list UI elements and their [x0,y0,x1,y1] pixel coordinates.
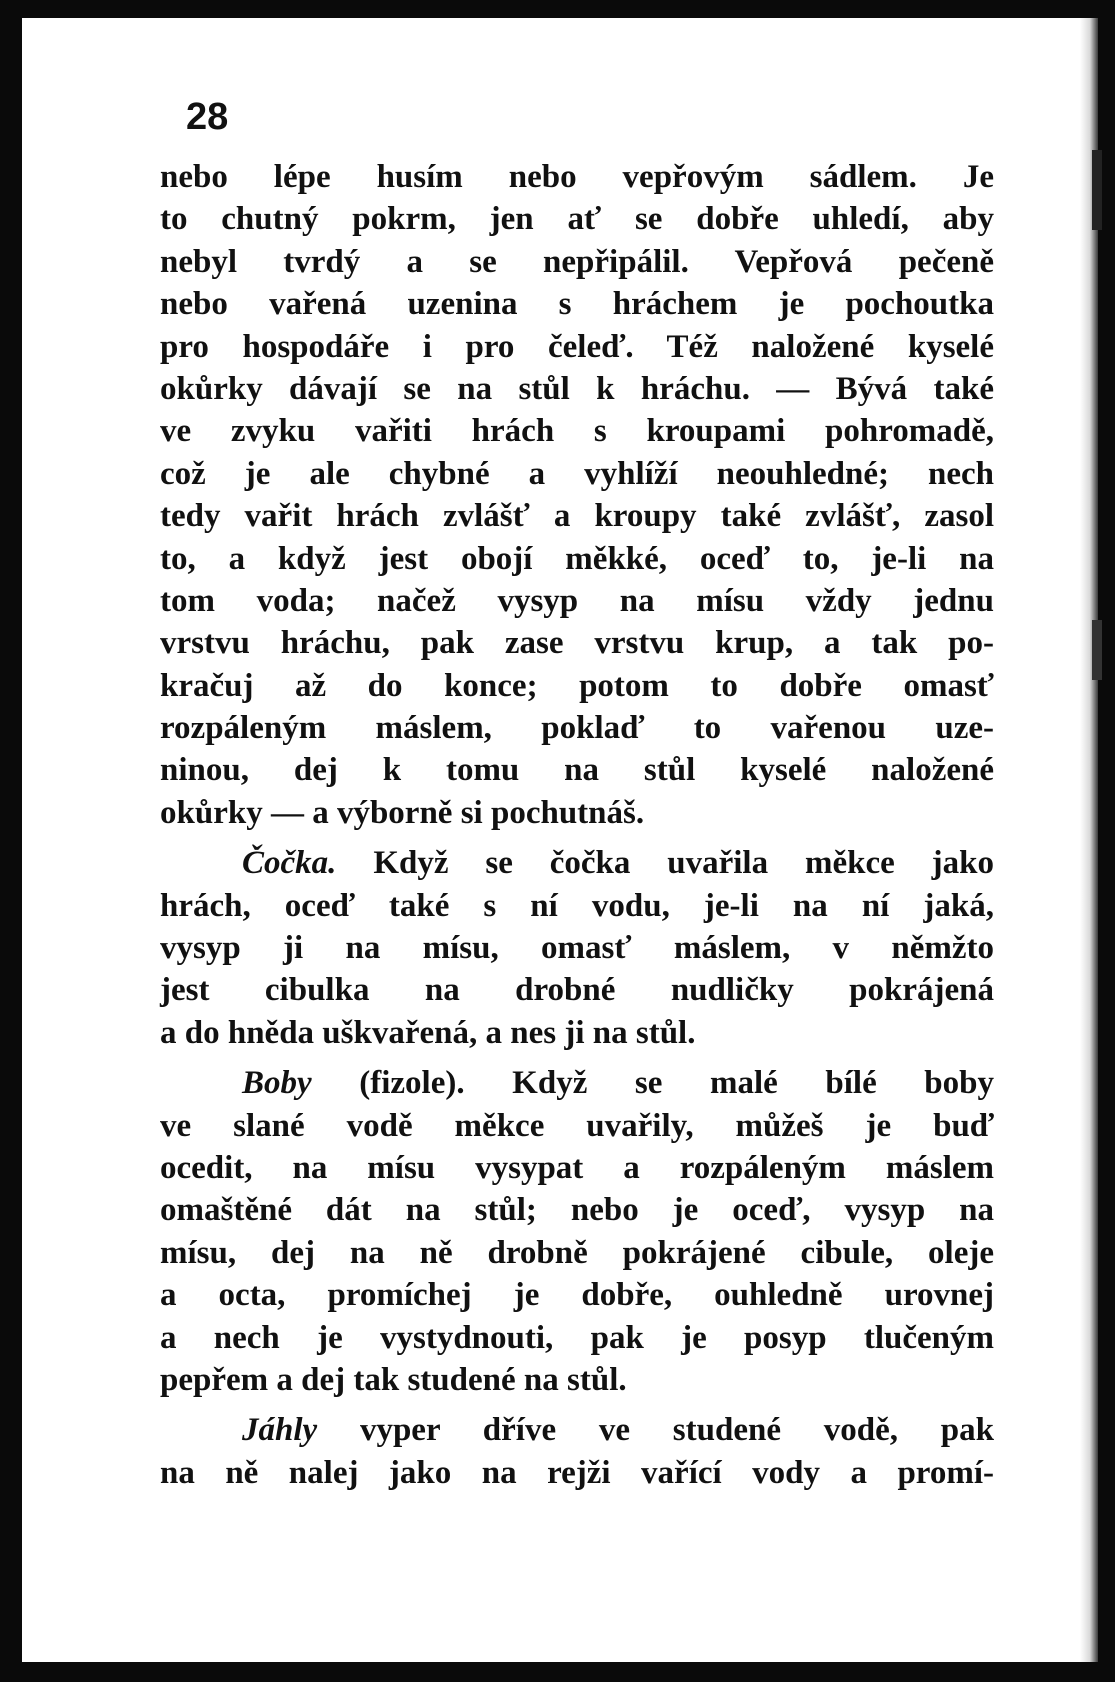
page-number: 28 [186,96,229,138]
text-line: ve zvyku vařiti hrách s kroupami pohromadě, [160,413,994,450]
text-line: to, a když jest obojí měkké, oceď to, je-li na [160,540,994,577]
text-line: na ně nalej jako na rejži vařící vody a promí- [160,1454,994,1491]
text-run: Když se čočka uvařila měkce jako [373,845,994,882]
page-edge-shadow [1080,18,1098,1662]
paragraph-cocka [160,842,994,1054]
scan-edge-mark [1092,150,1102,230]
text-line: vrstvu hráchu, pak zase vrstvu krup, a tak po- [160,625,994,662]
text-line: jest cibulka na drobné nudličky pokrájená [160,972,994,1009]
text-line: což je ale chybné a vyhlíží neouhledné; nech [160,455,994,492]
text-run: (fizole). Když se malé bílé boby [359,1065,994,1102]
scan-border-bottom [0,1662,1115,1682]
text-line: to chutný pokrm, jen ať se dobře uhledí, aby [160,201,994,238]
text-line: pepřem a dej tak studené na stůl. [160,1361,627,1398]
text-line: tom voda; načež vysyp na mísu vždy jednu [160,582,994,619]
text-line: a do hněda uškvařená, a nes ji na stůl. [160,1014,696,1051]
text-line: vysyp ji na mísu, omasť máslem, v němžto [160,930,994,967]
scan-border-right [1098,0,1115,1682]
text-line: okůrky — a výborně si pochutnáš. [160,794,645,831]
text-line: mísu, dej na ně drobně pokrájené cibule, oleje [160,1234,994,1271]
text-run: vyper dříve ve studené vodě, pak [359,1412,995,1449]
text-line: hrách, oceď také s ní vodu, je-li na ní jaká, [160,887,994,924]
text-line: nebo vařená uzenina s hráchem je pochoutka [160,286,994,323]
text-line [160,842,994,884]
scan-border-top [0,0,1115,18]
text-line: pro hospodáře i pro čeleď. Též naložené kyselé [160,328,994,365]
text-line: tedy vařit hrách zvlášť a kroupy také zvlášť, zasol [160,498,994,535]
text-line: nebo lépe husím nebo vepřovým sádlem. Je [160,159,994,195]
text-line: kračuj až do konce; potom to dobře omasť [160,667,994,704]
text-line: rozpáleným máslem, poklaď to vařenou uze- [160,710,994,747]
section-heading-cocka: Čočka. [242,845,337,882]
text-line: a octa, promíchej je dobře, ouhledně urovnej [160,1277,994,1314]
text-line: ve slané vodě měkce uvařily, můžeš je buď [160,1107,994,1144]
text-line: nebyl tvrdý a se nepřipálil. Vepřová pečeně [160,243,994,280]
text-line: omaštěné dát na stůl; nebo je oceď, vysyp na [160,1192,994,1229]
text-line: ocedit, na mísu vysypat a rozpáleným máslem [160,1149,994,1186]
scan-edge-mark [1092,620,1102,680]
paragraph-jahly [160,1409,994,1494]
text-line [160,1062,994,1104]
text-line [160,1409,994,1451]
paragraph-boby [160,1062,994,1401]
text-line: okůrky dávají se na stůl k hráchu. — Bývá také [160,370,994,407]
text-line: a nech je vystydnouti, pak je posyp tlučeným [160,1319,994,1356]
section-heading-boby: Boby [242,1065,312,1102]
section-heading-jahly: Jáhly [242,1412,318,1449]
page-text [160,156,994,1494]
paragraph-hrach-continued [160,156,994,834]
text-line: ninou, dej k tomu na stůl kyselé naložené [160,752,994,789]
scan-border-left [0,0,22,1682]
